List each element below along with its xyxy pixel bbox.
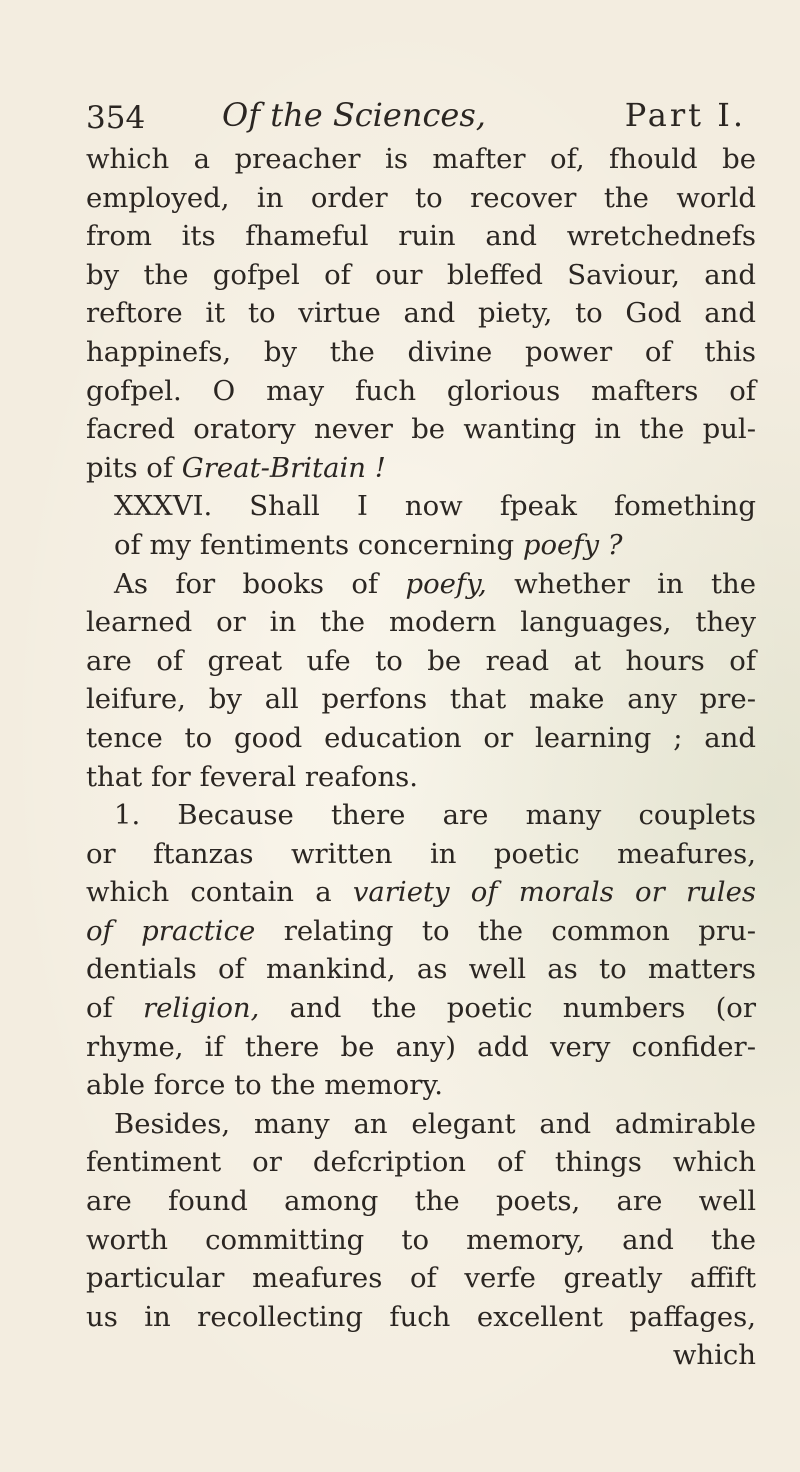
text-line bbox=[86, 758, 756, 797]
text-segment: Besides, many an elegant and admirable bbox=[114, 1107, 756, 1140]
text-line bbox=[86, 410, 756, 449]
text-segment: which a preacher is mafter of, fhould be bbox=[86, 143, 756, 175]
text-line bbox=[86, 1028, 756, 1067]
text-segment: us in recollecting fuch excellent paffages, bbox=[86, 1300, 756, 1333]
text-segment: rhyme, if there be any) add very confider- bbox=[86, 1030, 756, 1063]
text-segment: tence to good education or learning ; and bbox=[86, 721, 756, 754]
text-segment: relating to the common pru- bbox=[255, 914, 756, 947]
text-segment: Great-Britain ! bbox=[181, 451, 386, 484]
text-line bbox=[86, 217, 756, 256]
running-title: Of the Sciences, bbox=[222, 96, 486, 134]
text-line bbox=[86, 1143, 756, 1182]
text-segment: leifure, by all perfons that make any pre- bbox=[86, 683, 756, 716]
page-number: 354 bbox=[86, 100, 146, 136]
text-line bbox=[86, 719, 756, 758]
text-segment: whether in the bbox=[486, 567, 757, 600]
text-segment: worth committing to memory, and the bbox=[86, 1223, 756, 1256]
text-segment: employed, in order to recover the world bbox=[86, 181, 756, 214]
text-line bbox=[86, 256, 756, 295]
text-line bbox=[86, 294, 756, 333]
text-segment: learned or in the modern languages, they bbox=[86, 606, 756, 639]
text-segment: which contain a bbox=[86, 876, 353, 909]
text-line bbox=[86, 796, 756, 835]
text-segment: are of great ufe to be read at hours of bbox=[86, 644, 756, 677]
text-segment: by the gofpel of our bleffed Saviour, and bbox=[86, 258, 756, 291]
text-line bbox=[86, 1259, 756, 1298]
text-segment: religion, bbox=[142, 992, 260, 1025]
text-line bbox=[86, 1221, 756, 1260]
text-line bbox=[86, 1182, 756, 1221]
text-line bbox=[86, 372, 756, 411]
text-segment: XXXVI. Shall I now fpeak fomething bbox=[114, 490, 756, 523]
text-segment: or ftanzas written in poetic meafures, bbox=[86, 837, 756, 870]
text-line bbox=[86, 1298, 756, 1337]
text-segment: able force to the memory. bbox=[86, 1069, 443, 1102]
text-segment: 1. Because there are many couplets bbox=[114, 799, 756, 832]
text-segment: that for feveral reafons. bbox=[86, 760, 419, 793]
text-segment: are found among the poets, are well bbox=[86, 1185, 756, 1218]
text-segment: reftore it to virtue and piety, to God and bbox=[86, 297, 756, 330]
text-line bbox=[86, 873, 756, 912]
text-line bbox=[86, 526, 756, 565]
text-segment: fentiment or defcription of things which bbox=[86, 1146, 756, 1179]
text-line bbox=[86, 487, 756, 526]
text-segment: facred oratory never be wanting in the pul- bbox=[86, 413, 756, 446]
text-line bbox=[86, 140, 756, 179]
text-segment: poefy ? bbox=[522, 528, 623, 561]
text-segment: variety of morals or rules bbox=[352, 876, 756, 909]
text-line bbox=[86, 989, 756, 1028]
text-segment: dentials of mankind, as well as to matters bbox=[86, 953, 756, 986]
text-line bbox=[86, 950, 756, 989]
text-segment: gofpel. O may fuch glorious mafters of bbox=[86, 374, 756, 407]
text-line bbox=[86, 179, 756, 218]
text-segment: of my fentiments concerning bbox=[114, 528, 523, 561]
text-line bbox=[86, 680, 756, 719]
text-segment: happinefs, by the divine power of this bbox=[86, 335, 756, 368]
text-segment: of practice bbox=[86, 914, 256, 947]
text-segment: of bbox=[86, 992, 143, 1025]
text-line bbox=[86, 449, 756, 488]
text-line bbox=[86, 642, 756, 681]
text-line bbox=[86, 1105, 756, 1144]
text-line bbox=[86, 603, 756, 642]
text-segment: pits of bbox=[86, 451, 182, 484]
text-segment: which bbox=[672, 1339, 756, 1372]
text-segment: particular meafures of verfe greatly affift bbox=[86, 1262, 756, 1295]
text-line bbox=[86, 565, 756, 604]
text-segment: from its fhameful ruin and wretchednefs bbox=[86, 220, 756, 253]
text-line bbox=[86, 835, 756, 874]
text-segment: and the poetic numbers (or bbox=[259, 992, 757, 1025]
text-segment: As for books of bbox=[114, 567, 406, 600]
text-line bbox=[86, 333, 756, 372]
text-line bbox=[86, 1336, 756, 1375]
text-line bbox=[86, 912, 756, 951]
text-segment: poefy, bbox=[405, 567, 487, 600]
text-line bbox=[86, 1066, 756, 1105]
page-header bbox=[86, 96, 746, 146]
part-label: Part I. bbox=[624, 96, 746, 134]
body-text bbox=[86, 140, 756, 1375]
